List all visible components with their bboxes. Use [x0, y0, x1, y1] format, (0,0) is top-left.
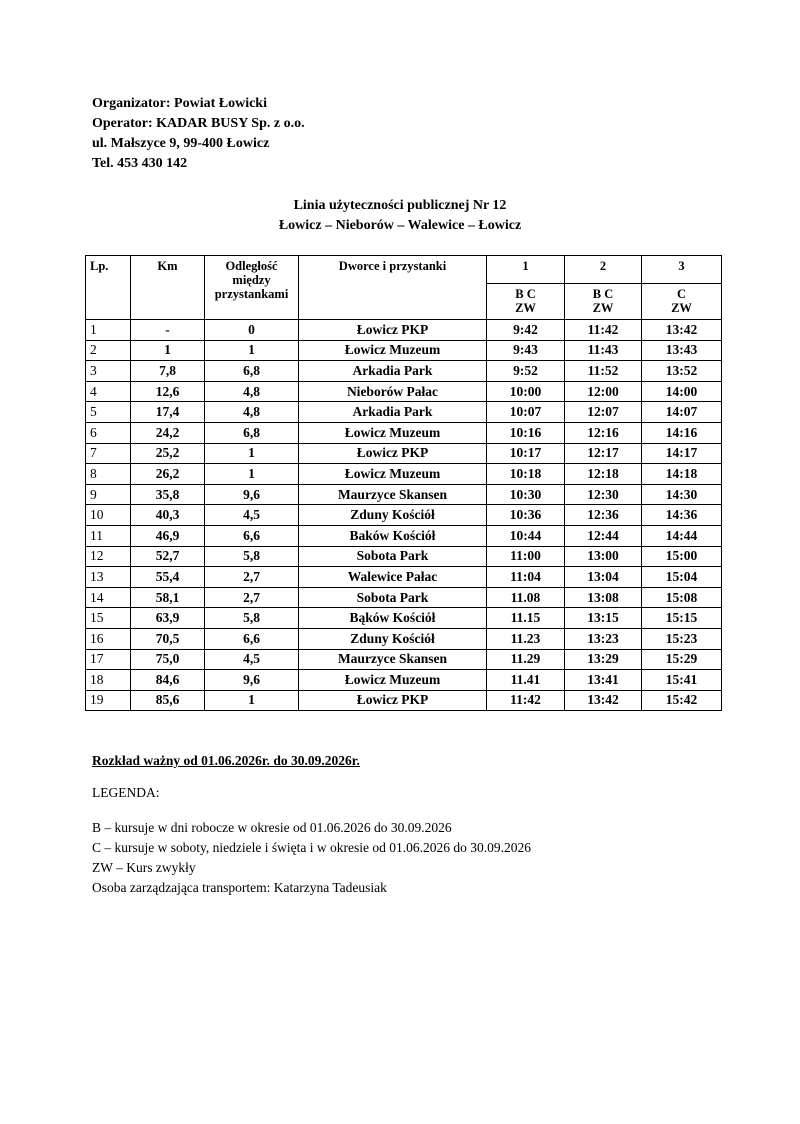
row-time-course-3: 15:29 [642, 649, 722, 670]
row-time-course-2: 12:30 [565, 484, 642, 505]
row-distance: 1 [205, 340, 299, 361]
phone-line: Tel. 453 430 142 [92, 156, 188, 171]
row-distance: 6,6 [205, 628, 299, 649]
row-km: 75,0 [131, 649, 205, 670]
header-course-3: 3 [642, 256, 722, 284]
course-3-type [642, 284, 722, 320]
organizer-line: Organizator: Powiat Łowicki [92, 96, 267, 111]
legend-item-zw: ZW – Kurs zwykły [92, 860, 196, 875]
row-time-course-1: 10:18 [487, 464, 565, 485]
row-time-course-1: 10:00 [487, 381, 565, 402]
row-km: 70,5 [131, 628, 205, 649]
row-lp: 12 [86, 546, 131, 567]
row-km: 84,6 [131, 670, 205, 691]
row-km: 24,2 [131, 422, 205, 443]
course-1-days: B C [515, 287, 536, 301]
header-distance: Odległość między przystankami [205, 256, 299, 320]
row-time-course-1: 10:16 [487, 422, 565, 443]
legend-item-c: C – kursuje w soboty, niedziele i święta i w okresie od 01.06.2026 do 30.09.2026 [92, 840, 531, 855]
row-time-course-3: 14:44 [642, 525, 722, 546]
row-time-course-3: 13:42 [642, 320, 722, 341]
row-stop: Łowicz PKP [299, 320, 487, 341]
row-stop: Nieborów Pałac [299, 381, 487, 402]
header-course-2: 2 [565, 256, 642, 284]
route-title: Łowicz – Nieborów – Walewice – Łowicz [278, 218, 522, 233]
row-time-course-3: 15:23 [642, 628, 722, 649]
row-distance: 4,8 [205, 381, 299, 402]
row-distance: 4,5 [205, 505, 299, 526]
row-time-course-1: 10:17 [487, 443, 565, 464]
table-row [86, 587, 722, 608]
course-1-kind: ZW [515, 301, 536, 315]
row-time-course-2: 11:42 [565, 320, 642, 341]
row-distance: 0 [205, 320, 299, 341]
course-2-kind: ZW [592, 301, 614, 315]
row-distance: 6,8 [205, 361, 299, 382]
row-distance: 9,6 [205, 484, 299, 505]
row-distance: 1 [205, 443, 299, 464]
row-time-course-3: 13:52 [642, 361, 722, 382]
row-time-course-3: 15:08 [642, 587, 722, 608]
row-time-course-3: 14:16 [642, 422, 722, 443]
row-lp: 8 [86, 464, 131, 485]
row-time-course-2: 12:17 [565, 443, 642, 464]
row-km: 7,8 [131, 361, 205, 382]
course-2-days: B C [592, 287, 614, 301]
course-3-kind: ZW [671, 301, 692, 315]
header-course-1: 1 [487, 256, 565, 284]
row-distance: 5,8 [205, 546, 299, 567]
row-time-course-1: 9:42 [487, 320, 565, 341]
row-time-course-1: 10:36 [487, 505, 565, 526]
row-distance: 6,8 [205, 422, 299, 443]
row-time-course-2: 13:15 [565, 608, 642, 629]
table-row [86, 443, 722, 464]
row-stop: Łowicz PKP [299, 690, 487, 711]
row-distance: 5,8 [205, 608, 299, 629]
row-stop: Walewice Pałac [299, 567, 487, 588]
row-stop: Maurzyce Skansen [299, 649, 487, 670]
row-stop: Łowicz Muzeum [299, 340, 487, 361]
row-km: 17,4 [131, 402, 205, 423]
row-time-course-3: 15:41 [642, 670, 722, 691]
row-time-course-2: 13:08 [565, 587, 642, 608]
operator-header [92, 94, 305, 174]
row-km: 52,7 [131, 546, 205, 567]
row-lp: 11 [86, 525, 131, 546]
course-3-days: C [676, 287, 687, 301]
validity-period: Rozkład ważny od 01.06.2026r. do 30.09.2026r. [92, 753, 360, 768]
table-row [86, 422, 722, 443]
table-row [86, 320, 722, 341]
row-time-course-1: 11.29 [487, 649, 565, 670]
row-lp: 19 [86, 690, 131, 711]
row-time-course-1: 9:52 [487, 361, 565, 382]
row-time-course-3: 14:17 [642, 443, 722, 464]
table-row [86, 361, 722, 382]
row-lp: 10 [86, 505, 131, 526]
row-lp: 1 [86, 320, 131, 341]
legend [92, 818, 531, 898]
line-number-title: Linia użyteczności publicznej Nr 12 [293, 198, 507, 213]
row-stop: Łowicz PKP [299, 443, 487, 464]
row-km: 40,3 [131, 505, 205, 526]
row-time-course-2: 13:29 [565, 649, 642, 670]
table-row [86, 670, 722, 691]
row-time-course-1: 11.08 [487, 587, 565, 608]
row-time-course-3: 14:18 [642, 464, 722, 485]
row-lp: 5 [86, 402, 131, 423]
row-lp: 17 [86, 649, 131, 670]
row-time-course-2: 12:07 [565, 402, 642, 423]
row-stop: Łowicz Muzeum [299, 464, 487, 485]
line-title [0, 196, 800, 236]
table-row [86, 546, 722, 567]
row-km: 58,1 [131, 587, 205, 608]
table-row [86, 567, 722, 588]
row-distance: 2,7 [205, 567, 299, 588]
row-time-course-2: 12:36 [565, 505, 642, 526]
table-row [86, 628, 722, 649]
row-stop: Łowicz Muzeum [299, 422, 487, 443]
row-time-course-2: 12:44 [565, 525, 642, 546]
row-time-course-1: 11:00 [487, 546, 565, 567]
course-2-type [565, 284, 642, 320]
row-distance: 4,5 [205, 649, 299, 670]
row-km: 26,2 [131, 464, 205, 485]
table-row [86, 464, 722, 485]
timetable-body [86, 320, 722, 711]
row-km: 85,6 [131, 690, 205, 711]
row-time-course-2: 11:43 [565, 340, 642, 361]
row-time-course-2: 12:00 [565, 381, 642, 402]
row-time-course-2: 13:42 [565, 690, 642, 711]
row-stop: Zduny Kościół [299, 628, 487, 649]
row-stop: Zduny Kościół [299, 505, 487, 526]
legend-item-b: B – kursuje w dni robocze w okresie od 01.06.2026 do 30.09.2026 [92, 820, 452, 835]
row-stop: Baków Kościół [299, 525, 487, 546]
row-lp: 14 [86, 587, 131, 608]
row-lp: 9 [86, 484, 131, 505]
timetable [85, 255, 722, 711]
row-km: 1 [131, 340, 205, 361]
header-stops: Dworce i przystanki [299, 256, 487, 320]
row-lp: 13 [86, 567, 131, 588]
table-row [86, 484, 722, 505]
row-km: 46,9 [131, 525, 205, 546]
row-time-course-1: 10:30 [487, 484, 565, 505]
row-km: 63,9 [131, 608, 205, 629]
row-distance: 9,6 [205, 670, 299, 691]
row-lp: 3 [86, 361, 131, 382]
row-km: - [131, 320, 205, 341]
table-row [86, 505, 722, 526]
row-distance: 2,7 [205, 587, 299, 608]
table-row [86, 690, 722, 711]
row-time-course-2: 12:18 [565, 464, 642, 485]
row-km: 12,6 [131, 381, 205, 402]
row-time-course-3: 15:42 [642, 690, 722, 711]
row-lp: 16 [86, 628, 131, 649]
header-km: Km [131, 256, 205, 320]
row-lp: 2 [86, 340, 131, 361]
course-1-type [487, 284, 565, 320]
row-time-course-3: 15:15 [642, 608, 722, 629]
row-lp: 18 [86, 670, 131, 691]
operator-line: Operator: KADAR BUSY Sp. z o.o. [92, 116, 305, 131]
row-distance: 1 [205, 690, 299, 711]
row-distance: 1 [205, 464, 299, 485]
row-time-course-2: 13:00 [565, 546, 642, 567]
row-time-course-3: 13:43 [642, 340, 722, 361]
row-time-course-1: 11.15 [487, 608, 565, 629]
row-time-course-1: 10:07 [487, 402, 565, 423]
address-line: ul. Małszyce 9, 99-400 Łowicz [92, 136, 270, 151]
row-stop: Sobota Park [299, 587, 487, 608]
row-time-course-2: 13:04 [565, 567, 642, 588]
row-time-course-1: 9:43 [487, 340, 565, 361]
table-row [86, 381, 722, 402]
table-row [86, 402, 722, 423]
row-time-course-3: 14:30 [642, 484, 722, 505]
row-time-course-1: 10:44 [487, 525, 565, 546]
row-time-course-3: 14:36 [642, 505, 722, 526]
table-row [86, 649, 722, 670]
row-time-course-2: 12:16 [565, 422, 642, 443]
row-time-course-3: 14:00 [642, 381, 722, 402]
row-time-course-3: 14:07 [642, 402, 722, 423]
row-km: 35,8 [131, 484, 205, 505]
row-lp: 4 [86, 381, 131, 402]
row-lp: 7 [86, 443, 131, 464]
header-lp: Lp. [86, 256, 131, 320]
row-time-course-2: 13:41 [565, 670, 642, 691]
row-stop: Bąków Kościół [299, 608, 487, 629]
row-time-course-2: 11:52 [565, 361, 642, 382]
row-time-course-1: 11.41 [487, 670, 565, 691]
legend-title: LEGENDA: [92, 785, 160, 800]
row-km: 25,2 [131, 443, 205, 464]
legend-item-manager: Osoba zarządzająca transportem: Katarzyna Tadeusiak [92, 880, 387, 895]
row-lp: 15 [86, 608, 131, 629]
row-time-course-2: 13:23 [565, 628, 642, 649]
row-stop: Arkadia Park [299, 361, 487, 382]
row-stop: Arkadia Park [299, 402, 487, 423]
row-lp: 6 [86, 422, 131, 443]
row-stop: Sobota Park [299, 546, 487, 567]
row-time-course-1: 11:04 [487, 567, 565, 588]
row-km: 55,4 [131, 567, 205, 588]
row-stop: Łowicz Muzeum [299, 670, 487, 691]
row-distance: 4,8 [205, 402, 299, 423]
row-time-course-3: 15:00 [642, 546, 722, 567]
row-distance: 6,6 [205, 525, 299, 546]
row-time-course-1: 11:42 [487, 690, 565, 711]
row-stop: Maurzyce Skansen [299, 484, 487, 505]
table-row [86, 525, 722, 546]
row-time-course-3: 15:04 [642, 567, 722, 588]
table-row [86, 340, 722, 361]
row-time-course-1: 11.23 [487, 628, 565, 649]
table-row [86, 608, 722, 629]
